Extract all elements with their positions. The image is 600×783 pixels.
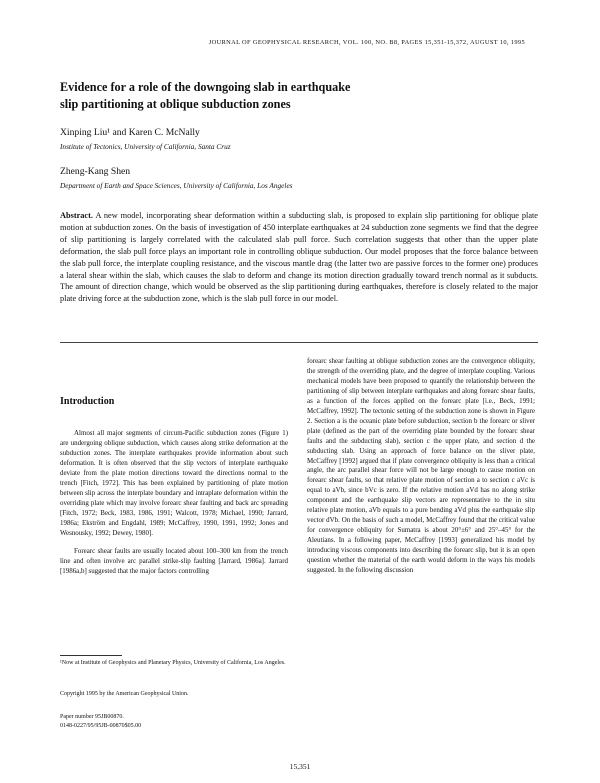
title-line-2: slip partitioning at oblique subduction zones: [60, 97, 291, 111]
author-names-2: Zheng-Kang Shen: [60, 166, 131, 177]
author-affiliation-1: Institute of Tectonics, University of California, Santa Cruz: [60, 142, 231, 151]
intro-paragraph-3: forearc shear faulting at oblique subduction zones are the convergence obliquity, the strength of the overriding plate, and the degree of interplate coupling. Various mechanical models have been proposed to quantify the relationship between the partitioning of slip between interplate earthquakes and along forearc shear faults, as a function of the forces applied on the forearc plate [i.e., Beck, 1991; McCaffrey, 1992]. The tectonic setting of the subduction zone is shown in Figure 2. Section a is the oceanic plate before subduction, section b the forearc or sliver plate (defined as the part of the overriding plate bounded by the forearc shear faults and the subducting slab), section c the upper plate, and section d the subducting slab. Using an approach of force balance on the sliver plate, McCaffrey [1992] argued that if plate convergence obliquity is less than a critical angle, the arc parallel shear force will not be large enough to cause motion on forearc shear faults, so that relative plate motion of section a to section c aVc is equal to aVb, since bVc is zero. If the relative motion aVd has no along strike component and the earthquake slip vectors are representative to the in situ relative plate motion, aVb equals to a pure bending aVd plus the earthquake slip vector dVb. On the basis of such a model, McCaffrey found that the critical value for convergence obliquity for Sumatra is about 20°±6° and 25°–45° for the Aleutians. In a following paper, McCaffrey [1993] generalized his model by introducing viscous components into describing the forearc slip, but it is an open question whether the material of the earth would deform in the ways his models suggested. In the following discussion: [307, 357, 535, 575]
left-column: [60, 396, 288, 577]
author-affiliation-2: Department of Earth and Space Sciences, University of California, Los Angeles: [60, 181, 293, 190]
page-number: 15,351: [289, 762, 311, 771]
abstract: [60, 210, 538, 305]
intro-paragraph-1: Almost all major segments of circum-Pacific subduction zones (Figure 1) are undergoing oblique subduction, which causes along strike deformation at the subduction zones. The interplate earthquakes provide information about such deformation. It is often observed that the slip vectors of interplate earthquake deviate from the plate motion directions toward the directions normal to the trench [Fitch, 1972]. This has been explained by partitioning of plate motion between slip across the interplate boundary and intraplate deformation within the overriding plate which may involve forearc shear faulting and back arc spreading [Fitch, 1972; Beck, 1983, 1986, 1991; Walcott, 1978; Michael, 1990; Jarrard, 1986a; Ekström and Engdahl, 1989; McCaffrey, 1990, 1991, 1992; Jones and Wesnousky, 1992; Dewey, 1980].: [60, 429, 288, 537]
title-line-1: Evidence for a role of the downgoing slab in earthquake: [60, 80, 351, 94]
author-names-1: Xinping Liu¹ and Karen C. McNally: [60, 127, 200, 138]
paper-number: Paper number 95JB00870.: [60, 714, 124, 720]
footnote-rule: [60, 655, 122, 656]
copyright-line: Copyright 1995 by the American Geophysical Union.: [60, 691, 189, 697]
section-divider: [60, 342, 538, 343]
running-head: JOURNAL OF GEOPHYSICAL RESEARCH, VOL. 100, NO. B8, PAGES 15,351-15,372, AUGUST 10, 1995: [208, 39, 525, 46]
intro-paragraph-2: Forearc shear faults are usually located about 100–300 km from the trench line and often involve arc parallel strike-slip faulting [Jarrard, 1986a]. Jarrard [1986a,b] suggested that the major factors controlling: [60, 547, 288, 576]
paper-title: [60, 79, 530, 113]
right-column: [307, 357, 535, 576]
introduction-heading: Introduction: [60, 396, 115, 407]
abstract-text: A new model, incorporating shear deformation within a subducting slab, is proposed to explain slip partitioning for oblique plate motion at subduction zones. On the basis of investigation of 450 interplate earthquakes at 24 subduction zone segments we find that the degree of slip partitioning is largely correlated with the calculated slab pull force. Such correlation suggests that other than the upper plate deformation, the slab pull force plays an important role in controlling oblique subduction. Our model proposes that the force balance between the slab pull force, the interplate coupling resistance, and the viscous mantle drag (the latter two are passive forces to the former one) produces a lateral shear within the slab, which causes the slab to deform and change its motion direction gradually toward trench normal as it subducts. The amount of direction change, which would be observed as the slip partitioning during earthquakes, therefore is closely related to the major plate driving force at the subduction zone, which is the slab pull force in our model.: [60, 211, 538, 304]
abstract-label: Abstract.: [60, 211, 93, 220]
footnote: ¹Now at Institute of Geophysics and Planetary Physics, University of California, Los Angeles.: [60, 660, 286, 666]
issn-line: 0148-0227/95/95JB-00870$05.00: [60, 723, 142, 729]
